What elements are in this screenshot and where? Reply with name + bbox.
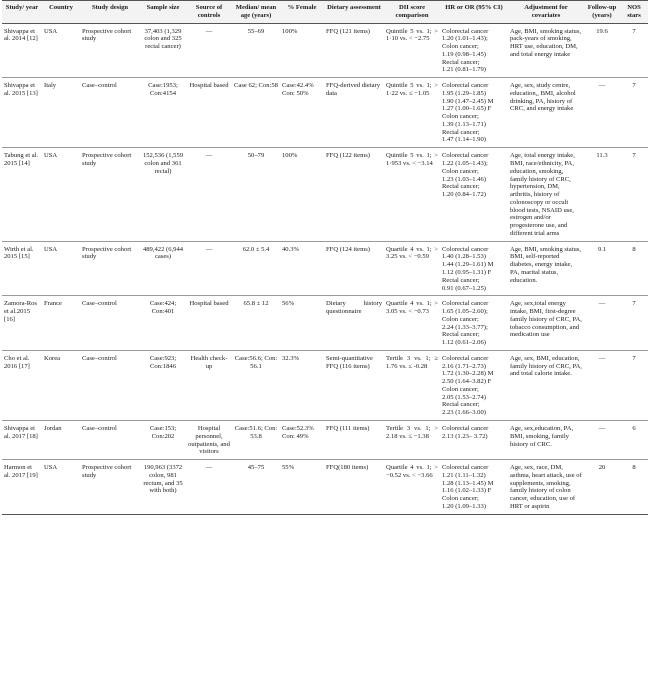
- cell-design: Case–control: [80, 350, 140, 420]
- hr-line: 1.12 (0.61–2.06): [442, 339, 486, 347]
- hr-line: 1.22 (1.05–1.43);: [442, 160, 488, 168]
- cell-controls: —: [186, 23, 232, 78]
- cell-sample: Case:424; Con:401: [140, 296, 186, 351]
- cell-country: Italy: [42, 78, 80, 148]
- hr-line: Colon cancer;: [442, 385, 479, 393]
- hr-line: 2.23 (1.66–3.00): [442, 409, 486, 417]
- cell-controls: —: [186, 148, 232, 241]
- cell-study: Cho et al. 2016 [17]: [2, 350, 42, 420]
- hr-line: 1.40 (1.28–1.53): [442, 253, 486, 261]
- hr-line: 1.65 (1.05–2.60);: [442, 308, 488, 316]
- cell-country: Korea: [42, 350, 80, 420]
- cell-controls: Health check-up: [186, 350, 232, 420]
- cell-nos: 6: [620, 420, 648, 459]
- hr-line: Colon cancer;: [442, 43, 479, 51]
- cell-design: Prospective cohort study: [80, 241, 140, 296]
- cell-female: 100%: [280, 148, 324, 241]
- hr-line: Colorectal cancer: [442, 152, 489, 160]
- cell-age: 50–79: [232, 148, 280, 241]
- hr-line: Rectal cancer;: [442, 401, 480, 409]
- cell-age: 65.8 ± 12: [232, 296, 280, 351]
- cell-study: Shivappa et al. 2014 [12]: [2, 23, 42, 78]
- cell-study: Wirth et al. 2015 [15]: [2, 241, 42, 296]
- cell-female: Case:52.3% Con: 49%: [280, 420, 324, 459]
- header-study: Study/ year: [2, 1, 42, 24]
- cell-country: USA: [42, 148, 80, 241]
- cell-dietary: FFQ (121 items): [324, 23, 384, 78]
- cell-followup: —: [584, 78, 620, 148]
- cell-age: Case:56.6; Con: 56.1: [232, 350, 280, 420]
- cell-age: 45–75: [232, 460, 280, 515]
- hr-line: Colon cancer;: [442, 167, 479, 175]
- cell-design: Prospective cohort study: [80, 460, 140, 515]
- cell-followup: 9.1: [584, 241, 620, 296]
- cell-hr: [440, 296, 508, 351]
- cell-dietary: FFQ(180 items): [324, 460, 384, 515]
- cell-female: 56%: [280, 296, 324, 351]
- cell-dii: Quintile 5 vs. 1; > 1·22 vs. ≤ −1.05: [384, 78, 440, 148]
- hr-line: Colorectal cancer: [442, 82, 489, 90]
- cell-study: Shivappa et al. 2015 [13]: [2, 78, 42, 148]
- hr-line: Colorectal cancer: [442, 27, 489, 35]
- header-sample: Sample size: [140, 1, 186, 24]
- hr-line: 1.28 (1.13–1.45) M: [442, 479, 494, 487]
- hr-line: 2.16 (1.71–2.73): [442, 362, 486, 370]
- cell-age: Case 62; Con:58: [232, 78, 280, 148]
- cell-design: Case–control: [80, 420, 140, 459]
- hr-line: 1.27 (1.00–1.65) F: [442, 105, 492, 113]
- hr-line: 1.90 (1.47–2.45) M: [442, 97, 494, 105]
- cell-dii: Tertile 3 vs. 1; > 2.18 vs. ≤ −1.38: [384, 420, 440, 459]
- cell-controls: Hospital based: [186, 296, 232, 351]
- hr-line: 1.20 (0.84–1.72): [442, 191, 486, 199]
- hr-line: Colorectal cancer: [442, 424, 489, 432]
- cell-design: Case–control: [80, 78, 140, 148]
- hr-line: 1.21 (0.81–1.79): [442, 66, 486, 74]
- hr-line: 1.44 (1.29–1.61) M: [442, 261, 494, 269]
- cell-sample: 190,963 (3372 colon, 981 rectum, and 35 with both): [140, 460, 186, 515]
- header-country: Country: [42, 1, 80, 24]
- cell-study: Tabung et al. 2015 [14]: [2, 148, 42, 241]
- cell-hr: [440, 23, 508, 78]
- cell-female: 40.3%: [280, 241, 324, 296]
- hr-line: Colorectal cancer: [442, 464, 489, 472]
- hr-line: 2.13 (1.23– 3.72): [442, 432, 488, 440]
- cell-controls: —: [186, 460, 232, 515]
- cell-female: 32.3%: [280, 350, 324, 420]
- cell-design: Prospective cohort study: [80, 23, 140, 78]
- cell-dii: Quintile 5 vs. 1; > 1·10 vs. < −2.75: [384, 23, 440, 78]
- cell-nos: 8: [620, 241, 648, 296]
- cell-dii: Quintile 5 vs. 1; > 1·953 vs. < −3.14: [384, 148, 440, 241]
- hr-line: Rectal cancer;: [442, 58, 480, 66]
- header-dietary: Dietary assessment: [324, 1, 384, 24]
- cell-dietary: FFQ-derived dietary data: [324, 78, 384, 148]
- header-nos: NOS stars: [620, 1, 648, 24]
- cell-female: 100%: [280, 23, 324, 78]
- cell-dii: Quartile 4 vs. 1; > 3.25 vs. < −0.59: [384, 241, 440, 296]
- hr-line: Rectal cancer;: [442, 183, 480, 191]
- table-row: [2, 241, 648, 296]
- table-row: [2, 296, 648, 351]
- hr-line: 2.24 (1.33–3.77);: [442, 323, 488, 331]
- hr-line: Colon cancer;: [442, 315, 479, 323]
- cell-adjust: Age, sex, BMI, education, family history of CRC, PA, and total calorie intake.: [508, 350, 584, 420]
- cell-hr: [440, 420, 508, 459]
- cell-followup: 19.6: [584, 23, 620, 78]
- cell-hr: [440, 350, 508, 420]
- cell-controls: —: [186, 241, 232, 296]
- cell-nos: 7: [620, 78, 648, 148]
- cell-country: USA: [42, 460, 80, 515]
- cell-age: Case:51.6; Con: 53.8: [232, 420, 280, 459]
- hr-line: 1.12 (0.95–1.31) F: [442, 268, 492, 276]
- hr-line: Rectal cancer;: [442, 276, 480, 284]
- cell-hr: [440, 78, 508, 148]
- cell-adjust: Age, sex,education, PA, BMI, smoking, family history of CRC.: [508, 420, 584, 459]
- cell-followup: —: [584, 350, 620, 420]
- hr-line: Colorectal cancer: [442, 245, 489, 253]
- hr-line: 1.23 (1.03–1.46): [442, 175, 486, 183]
- cell-dietary: Semi-quantitative FFQ (116 items): [324, 350, 384, 420]
- cell-design: Case–control: [80, 296, 140, 351]
- studies-table: [2, 0, 648, 515]
- hr-line: 0.91 (0.67–1.25): [442, 284, 486, 292]
- cell-adjust: Age, BMI, smoking status, BMI, self-reported diabetes, energy intake, PA, marital status, education.: [508, 241, 584, 296]
- cell-sample: Case:1953; Con:4154: [140, 78, 186, 148]
- cell-female: 55%: [280, 460, 324, 515]
- hr-line: 1.47 (1.14–1.90): [442, 136, 486, 144]
- cell-sample: Case:923; Con:1846: [140, 350, 186, 420]
- cell-dietary: FFQ (122 items): [324, 148, 384, 241]
- hr-line: 1.20 (1.09–1.33): [442, 502, 486, 510]
- header-hr: HR or OR (95% CI): [440, 1, 508, 24]
- cell-followup: —: [584, 296, 620, 351]
- cell-design: Prospective cohort study: [80, 148, 140, 241]
- cell-followup: 20: [584, 460, 620, 515]
- cell-followup: —: [584, 420, 620, 459]
- cell-hr: [440, 148, 508, 241]
- table-row: [2, 23, 648, 78]
- table-row: [2, 350, 648, 420]
- cell-sample: 37,403 (1,329 colon and 325 rectal cancer): [140, 23, 186, 78]
- cell-adjust: Age, BMI, smoking status, pack-years of smoking, HRT use, education, DM, and total energy intake: [508, 23, 584, 78]
- hr-line: Rectal cancer;: [442, 331, 480, 339]
- cell-study: Harmon et al. 2017 [19]: [2, 460, 42, 515]
- cell-dii: Tertile 3 vs. 1; ≥ 1.76 vs. ≤ -0.28: [384, 350, 440, 420]
- cell-controls: Hospital based: [186, 78, 232, 148]
- hr-line: 1.95 (1.29–1.85): [442, 89, 486, 97]
- cell-age: 62.0 ± 5.4: [232, 241, 280, 296]
- hr-line: Colorectal cancer: [442, 354, 489, 362]
- cell-country: USA: [42, 23, 80, 78]
- cell-followup: 11.3: [584, 148, 620, 241]
- cell-dietary: Dietary history questionnaire: [324, 296, 384, 351]
- hr-line: 1.21 (1.11–1.32): [442, 471, 486, 479]
- cell-adjust: Age, sex,total energy intake, BMI, first-degree family history of CRC, PA, tobacco consumption, and medication use: [508, 296, 584, 351]
- cell-dietary: FFQ (111 items): [324, 420, 384, 459]
- hr-line: Colon cancer;: [442, 113, 479, 121]
- hr-line: Rectal cancer;: [442, 128, 480, 136]
- table-row: [2, 460, 648, 515]
- cell-nos: 8: [620, 460, 648, 515]
- cell-hr: [440, 460, 508, 515]
- cell-dii: Quartile 4 vs. 1; > 3.05 vs. < −0.73: [384, 296, 440, 351]
- header-female: % Female: [280, 1, 324, 24]
- cell-country: Jordan: [42, 420, 80, 459]
- cell-country: France: [42, 296, 80, 351]
- cell-controls: Hospital personnel, outpatients, and visitors: [186, 420, 232, 459]
- hr-line: 1.16 (1.02–1.33) F: [442, 487, 492, 495]
- hr-line: 2.05 (1.53–2.74): [442, 393, 486, 401]
- header-adjust: Adjustment for covariates: [508, 1, 584, 24]
- cell-adjust: Age, sex, race, DM, asthma, heart attack, use of supplements, smoking, family history of colon cancer, education, use of HRT or aspirin: [508, 460, 584, 515]
- cell-nos: 7: [620, 350, 648, 420]
- table-row: [2, 420, 648, 459]
- cell-female: Case:42.4% Con: 50%: [280, 78, 324, 148]
- hr-line: 1.19 (0.98–1.45): [442, 50, 486, 58]
- header-dii: DII score comparison: [384, 1, 440, 24]
- cell-nos: 7: [620, 296, 648, 351]
- hr-line: 1.39 (1.13–1.71): [442, 120, 486, 128]
- header-controls: Source of controls: [186, 1, 232, 24]
- cell-sample: Case:153; Con:202: [140, 420, 186, 459]
- cell-sample: 489,422 (6,944 cases): [140, 241, 186, 296]
- hr-line: 2.50 (1.64–3.82) F: [442, 378, 492, 386]
- cell-nos: 7: [620, 148, 648, 241]
- hr-line: 1.20 (1.01–1.43);: [442, 35, 488, 43]
- header-row: [2, 1, 648, 24]
- table-row: [2, 78, 648, 148]
- cell-adjust: Age, sex, study centre, education,, BMI, alcohol drinking, PA, history of CRC, and energy intake: [508, 78, 584, 148]
- cell-sample: 152,536 (1,559 colon and 361 rectal): [140, 148, 186, 241]
- header-followup: Follow-up (years): [584, 1, 620, 24]
- hr-line: Colon cancer;: [442, 495, 479, 503]
- header-age: Median/ mean age (years): [232, 1, 280, 24]
- cell-age: 55–69: [232, 23, 280, 78]
- cell-study: Zamora-Ros et al.2015 [16]: [2, 296, 42, 351]
- hr-line: 1.72 (1.30–2.28) M: [442, 370, 494, 378]
- cell-study: Shivappa et al. 2017 [18]: [2, 420, 42, 459]
- table-row: [2, 148, 648, 241]
- header-design: Study design: [80, 1, 140, 24]
- cell-adjust: Age, total energy intake, BMI, race/ethnicity, PA, education, smoking, family history of CRC, hypertension, DM, arthritis, history of colonoscopy or occult blood tests, NSAID use, estrogen and/or progesterone use, and different trial arms: [508, 148, 584, 241]
- cell-dii: Quartile 4 vs. 1; > −0.52 vs. < −3.66: [384, 460, 440, 515]
- cell-hr: [440, 241, 508, 296]
- hr-line: Colorectal cancer: [442, 300, 489, 308]
- cell-nos: 7: [620, 23, 648, 78]
- cell-dietary: FFQ (124 items): [324, 241, 384, 296]
- cell-country: USA: [42, 241, 80, 296]
